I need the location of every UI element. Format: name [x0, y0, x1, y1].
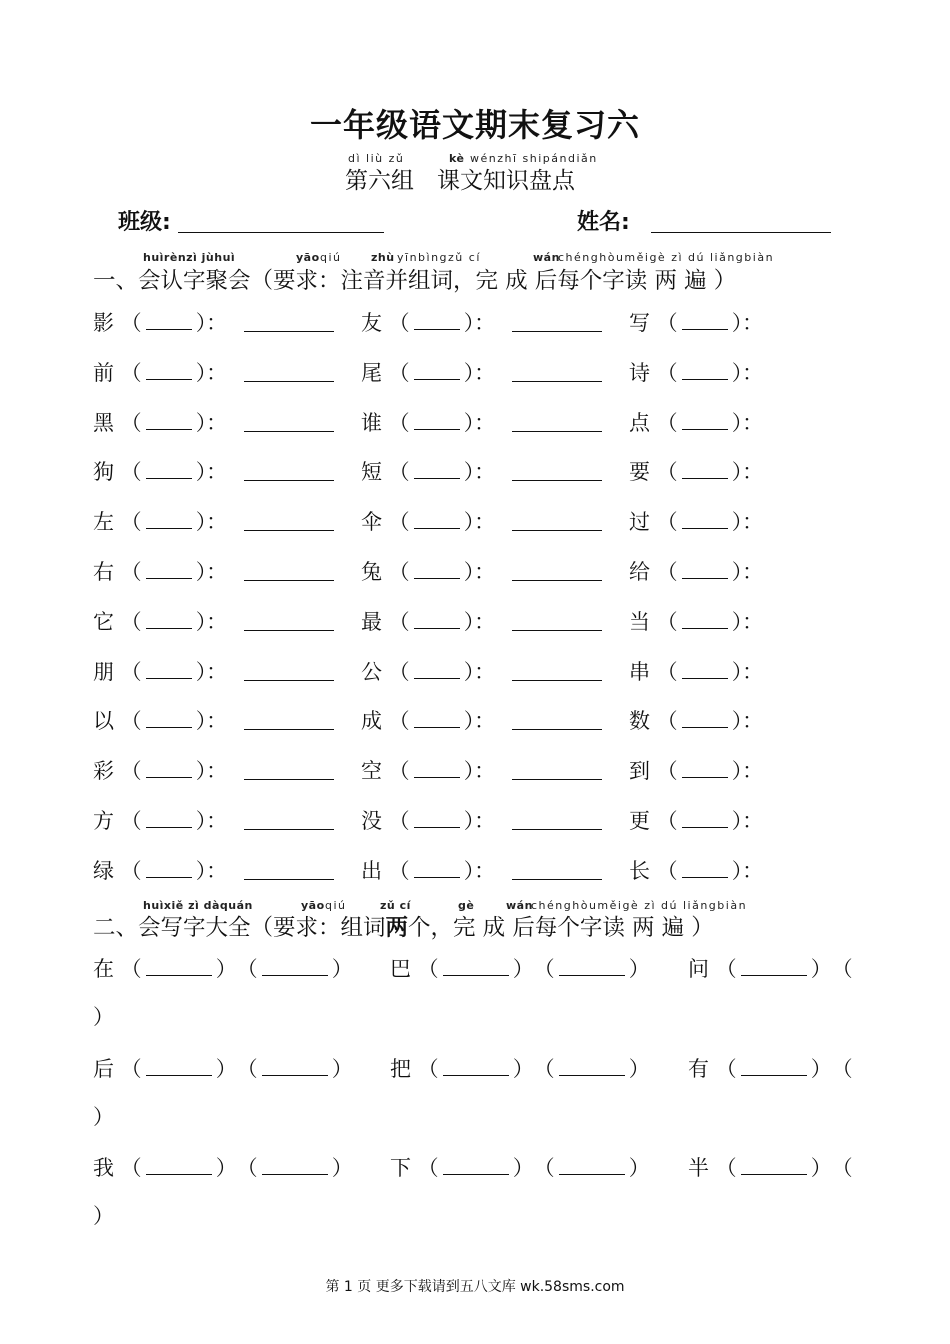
word-blank[interactable]	[146, 1057, 212, 1076]
char-label: 当	[629, 609, 650, 634]
subtitle-pinyin: kè	[449, 152, 465, 165]
exercise-row	[0, 755, 950, 785]
pinyin-blank[interactable]	[682, 859, 728, 878]
pinyin-blank[interactable]	[682, 361, 728, 380]
char-item: 到 （ ）：	[629, 759, 764, 784]
char-label: 到	[629, 759, 650, 784]
pinyin-blank[interactable]	[146, 510, 192, 529]
char-item: 问 （ ） （	[688, 957, 853, 981]
pinyin-blank[interactable]	[682, 809, 728, 828]
word-blank[interactable]	[512, 431, 602, 432]
char-label: 短	[361, 460, 382, 485]
char-label: 后	[93, 1056, 114, 1081]
char-item: 写 （ ）：	[629, 311, 764, 335]
char-label: 公	[361, 659, 382, 684]
word-blank[interactable]	[244, 829, 334, 830]
pinyin-blank[interactable]	[414, 311, 460, 330]
char-item: 最 （ ）：	[361, 609, 496, 634]
pinyin-blank[interactable]	[414, 560, 460, 579]
section2-pinyin: yāo	[301, 899, 325, 912]
char-item: 当 （ ）：	[629, 609, 764, 634]
exercise-row	[0, 855, 950, 885]
wrapped-blank[interactable]: ）	[93, 1204, 114, 1228]
char-label: 下	[390, 1156, 411, 1180]
char-item: 影 （ ）：	[93, 311, 228, 335]
section2-pinyin: wán	[506, 899, 533, 912]
word-blank[interactable]	[244, 630, 334, 631]
section2-pinyin: qiú	[325, 899, 347, 912]
pinyin-blank[interactable]	[146, 610, 192, 629]
pinyin-blank[interactable]	[146, 560, 192, 579]
word-blank[interactable]	[146, 957, 212, 976]
char-label: 过	[629, 510, 650, 535]
page-subtitle: 第六组 课文知识盘点	[345, 168, 575, 194]
word-blank[interactable]	[244, 331, 334, 332]
exercise-row	[0, 656, 950, 686]
pinyin-blank[interactable]	[682, 411, 728, 430]
word-blank[interactable]	[512, 680, 602, 681]
char-label: 狗	[93, 460, 114, 485]
char-label: 前	[93, 360, 114, 385]
word-blank[interactable]	[512, 879, 602, 880]
char-item: 伞 （ ）：	[361, 510, 496, 535]
word-blank[interactable]	[741, 1057, 807, 1076]
pinyin-blank[interactable]	[146, 809, 192, 828]
char-item: 诗 （ ）：	[629, 360, 764, 385]
word-blank[interactable]	[443, 957, 509, 976]
char-label: 兔	[361, 560, 382, 584]
char-item: 把 （ ） （ ）	[390, 1056, 650, 1081]
char-item: 友 （ ）：	[361, 311, 496, 335]
char-item: 数 （ ）：	[629, 709, 764, 734]
word-blank[interactable]	[146, 1156, 212, 1175]
pinyin-blank[interactable]	[146, 411, 192, 430]
exercise-row	[0, 805, 950, 835]
section1-pinyin: wán	[533, 251, 560, 264]
char-item: 右 （ ）：	[93, 560, 228, 584]
exercise-row	[0, 357, 950, 387]
char-label: 绿	[93, 858, 114, 883]
exercise-row	[0, 506, 950, 536]
word-blank[interactable]	[512, 779, 602, 780]
char-label: 巴	[390, 957, 411, 981]
char-item: 公 （ ）：	[361, 659, 496, 684]
char-item: 兔 （ ）：	[361, 560, 496, 584]
pinyin-blank[interactable]	[146, 361, 192, 380]
char-item: 以 （ ）：	[93, 709, 228, 734]
word-blank[interactable]	[559, 1057, 625, 1076]
char-item: 长 （ ）：	[629, 858, 764, 883]
char-item: 有 （ ） （	[688, 1056, 853, 1081]
class-label: 班级:	[118, 210, 171, 235]
char-label: 右	[93, 560, 114, 584]
pinyin-blank[interactable]	[414, 361, 460, 380]
char-label: 更	[629, 809, 650, 833]
char-item: 下 （ ） （ ）	[390, 1156, 650, 1180]
pinyin-blank[interactable]	[146, 759, 192, 778]
char-item: 出 （ ）：	[361, 858, 496, 883]
pinyin-blank[interactable]	[414, 460, 460, 479]
char-label: 尾	[361, 360, 382, 385]
char-label: 影	[93, 311, 114, 335]
pinyin-blank[interactable]	[414, 809, 460, 828]
pinyin-blank[interactable]	[414, 510, 460, 529]
char-label: 彩	[93, 759, 114, 784]
section2-heading-text: 个，完 成 后每个字读 两 遍 ）	[408, 915, 714, 941]
word-blank[interactable]	[512, 580, 602, 581]
char-item: 巴 （ ） （ ）	[390, 957, 650, 981]
word-blank[interactable]	[512, 331, 602, 332]
char-item: 串 （ ）：	[629, 659, 764, 684]
char-label: 数	[629, 709, 650, 734]
char-item: 更 （ ）：	[629, 809, 764, 833]
exercise-row	[0, 407, 950, 437]
pinyin-blank[interactable]	[146, 311, 192, 330]
pinyin-blank[interactable]	[682, 510, 728, 529]
char-item: 后 （ ） （ ）	[93, 1056, 353, 1081]
char-item: 空 （ ）：	[361, 759, 496, 784]
char-label: 成	[361, 709, 382, 734]
pinyin-blank[interactable]	[414, 709, 460, 728]
word-blank[interactable]	[512, 829, 602, 830]
word-blank[interactable]	[512, 381, 602, 382]
char-item: 黑 （ ）：	[93, 410, 228, 435]
word-blank[interactable]	[512, 729, 602, 730]
char-item: 过 （ ）：	[629, 510, 764, 535]
class-field[interactable]	[178, 232, 384, 233]
word-blank[interactable]	[262, 1156, 328, 1175]
section1-pinyin: zhù	[371, 251, 395, 264]
char-label: 出	[361, 858, 382, 883]
pinyin-blank[interactable]	[682, 709, 728, 728]
char-label: 半	[688, 1156, 709, 1180]
char-label: 谁	[361, 410, 382, 435]
pinyin-blank[interactable]	[146, 460, 192, 479]
char-item: 狗 （ ）：	[93, 460, 228, 485]
char-label: 以	[93, 709, 114, 734]
pinyin-blank[interactable]	[414, 660, 460, 679]
exercise-row	[0, 307, 950, 337]
char-item: 没 （ ）：	[361, 809, 496, 833]
pinyin-blank[interactable]	[414, 411, 460, 430]
page-title: 一年级语文期末复习六	[309, 106, 640, 144]
pinyin-blank[interactable]	[682, 311, 728, 330]
pinyin-blank[interactable]	[146, 660, 192, 679]
subtitle-pinyin: dì liù zǔ	[348, 152, 405, 165]
char-label: 方	[93, 809, 114, 833]
section1-pinyin: yīnbìngzǔ cí	[397, 251, 481, 264]
char-label: 我	[93, 1156, 114, 1180]
word-blank[interactable]	[443, 1057, 509, 1076]
section1-heading: 一、会认字聚会（要求：注音并组词，完 成 后每个字读 两 遍 ）	[93, 268, 737, 294]
exercise-row	[0, 556, 950, 586]
word-blank[interactable]	[512, 630, 602, 631]
subtitle-pinyin: wénzhī shipándiǎn	[470, 152, 598, 165]
pinyin-blank[interactable]	[682, 660, 728, 679]
word-blank[interactable]	[244, 779, 334, 780]
char-item: 短 （ ）：	[361, 460, 496, 485]
name-label: 姓名:	[577, 210, 630, 235]
word-blank[interactable]	[512, 480, 602, 481]
char-item: 方 （ ）：	[93, 809, 228, 833]
section1-pinyin: yāo	[296, 251, 320, 264]
word-blank[interactable]	[244, 580, 334, 581]
char-item: 成 （ ）：	[361, 709, 496, 734]
pinyin-blank[interactable]	[682, 460, 728, 479]
char-item: 要 （ ）：	[629, 460, 764, 485]
section2-heading	[93, 910, 714, 942]
char-item: 谁 （ ）：	[361, 410, 496, 435]
pinyin-blank[interactable]	[682, 560, 728, 579]
char-item: 前 （ ）：	[93, 360, 228, 385]
char-item: 朋 （ ）：	[93, 659, 228, 684]
word-blank[interactable]	[262, 957, 328, 976]
char-label: 给	[629, 560, 650, 584]
char-label: 朋	[93, 659, 114, 684]
char-item: 在 （ ） （ ）	[93, 957, 353, 981]
word-blank[interactable]	[741, 1156, 807, 1175]
section1-pinyin: chénghòuměigè zì dú liǎngbiàn	[558, 251, 775, 264]
char-item: 左 （ ）：	[93, 510, 228, 535]
char-item: 绿 （ ）：	[93, 858, 228, 883]
word-blank[interactable]	[262, 1057, 328, 1076]
char-label: 串	[629, 659, 650, 684]
section1-pinyin: huìrènzì jùhuì	[143, 251, 236, 264]
section2-heading-text: 二、会写字大全（要求：组词	[93, 915, 386, 941]
pinyin-blank[interactable]	[146, 709, 192, 728]
char-item: 尾 （ ）：	[361, 360, 496, 385]
char-item: 我 （ ） （ ）	[93, 1156, 353, 1180]
wrapped-blank[interactable]: ）	[93, 1104, 114, 1129]
char-label: 黑	[93, 410, 114, 435]
pinyin-blank[interactable]	[146, 859, 192, 878]
page-footer: 第 1 页 更多下载请到五八文库 wk.58sms.com	[325, 1279, 625, 1295]
word-blank[interactable]	[244, 680, 334, 681]
char-item: 半 （ ） （	[688, 1156, 853, 1180]
char-label: 把	[390, 1056, 411, 1081]
word-blank[interactable]	[244, 729, 334, 730]
pinyin-blank[interactable]	[682, 759, 728, 778]
section2-pinyin: zǔ cí	[380, 899, 411, 912]
section2-pinyin: chénghòuměigè zì dú liǎngbiàn	[531, 899, 748, 912]
char-label: 左	[93, 510, 114, 535]
char-label: 伞	[361, 510, 382, 535]
char-label: 在	[93, 957, 114, 981]
word-blank[interactable]	[741, 957, 807, 976]
name-field[interactable]	[651, 232, 831, 233]
pinyin-blank[interactable]	[414, 759, 460, 778]
wrapped-blank[interactable]: ）	[93, 1005, 114, 1029]
char-item: 给 （ ）：	[629, 560, 764, 584]
char-label: 问	[688, 957, 709, 981]
pinyin-blank[interactable]	[414, 859, 460, 878]
char-item: 点 （ ）：	[629, 410, 764, 435]
char-item: 彩 （ ）：	[93, 759, 228, 784]
word-blank[interactable]	[244, 381, 334, 382]
word-blank[interactable]	[244, 480, 334, 481]
word-blank[interactable]	[559, 957, 625, 976]
char-label: 长	[629, 858, 650, 883]
exercise-row	[0, 456, 950, 486]
word-blank[interactable]	[244, 879, 334, 880]
word-blank[interactable]	[559, 1156, 625, 1175]
char-label: 写	[629, 311, 650, 335]
char-item: 它 （ ）：	[93, 609, 228, 634]
char-label: 有	[688, 1056, 709, 1081]
word-blank[interactable]	[244, 431, 334, 432]
char-label: 它	[93, 609, 114, 634]
char-label: 空	[361, 759, 382, 784]
pinyin-blank[interactable]	[682, 610, 728, 629]
word-blank[interactable]	[244, 530, 334, 531]
exercise-row	[0, 606, 950, 636]
char-label: 诗	[629, 360, 650, 385]
char-label: 点	[629, 410, 650, 435]
word-blank[interactable]	[443, 1156, 509, 1175]
word-blank[interactable]	[512, 530, 602, 531]
char-label: 友	[361, 311, 382, 335]
pinyin-blank[interactable]	[414, 610, 460, 629]
char-label: 要	[629, 460, 650, 485]
section1-pinyin: qiú	[320, 251, 342, 264]
section2-heading-bold: 两	[385, 915, 409, 941]
char-label: 最	[361, 609, 382, 634]
char-label: 没	[361, 809, 382, 833]
exercise-row	[0, 705, 950, 735]
section2-pinyin: gè	[458, 899, 475, 912]
section2-pinyin: huìxiě zì dàquán	[143, 899, 253, 912]
